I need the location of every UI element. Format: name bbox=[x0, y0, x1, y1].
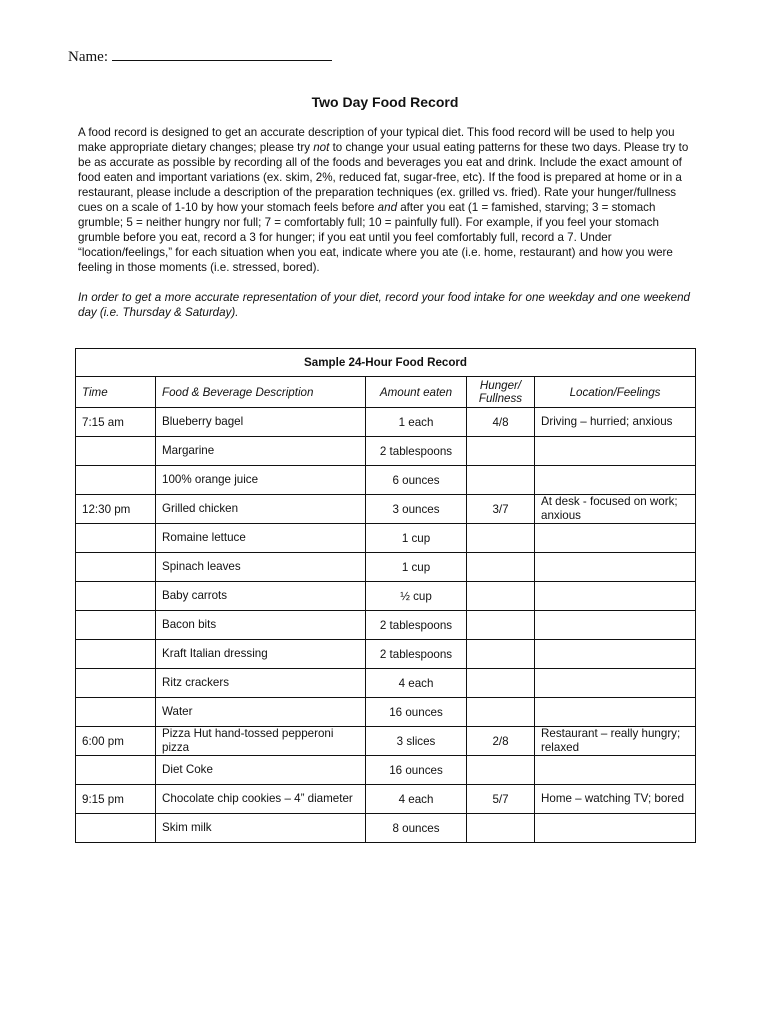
time-cell bbox=[76, 698, 156, 727]
location-feelings-cell bbox=[535, 582, 696, 611]
location-feelings-cell bbox=[535, 466, 696, 495]
amount-cell: 6 ounces bbox=[366, 466, 467, 495]
food-cell: 100% orange juice bbox=[156, 466, 366, 495]
food-cell: Margarine bbox=[156, 437, 366, 466]
hunger-fullness-cell: 5/7 bbox=[467, 785, 535, 814]
time-cell bbox=[76, 814, 156, 843]
time-cell bbox=[76, 466, 156, 495]
food-cell: Spinach leaves bbox=[156, 553, 366, 582]
food-cell: Pizza Hut hand-tossed pepperoni pizza bbox=[156, 727, 366, 756]
food-cell: Baby carrots bbox=[156, 582, 366, 611]
table-row bbox=[76, 698, 696, 727]
food-cell: Bacon bits bbox=[156, 611, 366, 640]
hunger-fullness-cell bbox=[467, 437, 535, 466]
food-record-table bbox=[75, 348, 696, 843]
amount-cell: 16 ounces bbox=[366, 698, 467, 727]
hunger-fullness-cell: 4/8 bbox=[467, 408, 535, 437]
table-row bbox=[76, 582, 696, 611]
time-cell bbox=[76, 524, 156, 553]
name-label: Name: bbox=[68, 49, 108, 65]
location-feelings-cell bbox=[535, 698, 696, 727]
hunger-fullness-cell bbox=[467, 524, 535, 553]
food-cell: Water bbox=[156, 698, 366, 727]
time-cell: 12:30 pm bbox=[76, 495, 156, 524]
amount-cell: 4 each bbox=[366, 669, 467, 698]
amount-cell: 1 cup bbox=[366, 524, 467, 553]
hunger-fullness-cell bbox=[467, 756, 535, 785]
amount-cell: 2 tablespoons bbox=[366, 437, 467, 466]
table-row bbox=[76, 640, 696, 669]
intro-emphasis-not: not bbox=[313, 141, 330, 154]
time-cell: 9:15 pm bbox=[76, 785, 156, 814]
col-header-location: Location/Feelings bbox=[535, 377, 696, 408]
location-feelings-cell bbox=[535, 669, 696, 698]
food-cell: Skim milk bbox=[156, 814, 366, 843]
location-feelings-cell: At desk - focused on work; anxious bbox=[535, 495, 696, 524]
time-cell bbox=[76, 756, 156, 785]
intro-text-2: to change your usual eating patterns for these two days. Please try to be as accurate as possible by recording all of the foods and beverages you eat and drink. Include the exact amount of food eaten and important variations (ex. skim, 2%, reduced fat, sugar-free, etc). If the food is prepared at home or in a restaurant, please include a description of the preparation techniques (ex. grilled vs. fried). Rate your hunger/fullness cues on a scale of 1-10 by how your stomach feels before bbox=[78, 141, 689, 214]
food-cell: Kraft Italian dressing bbox=[156, 640, 366, 669]
table-row bbox=[76, 408, 696, 437]
hunger-fullness-cell bbox=[467, 640, 535, 669]
amount-cell: 8 ounces bbox=[366, 814, 467, 843]
name-field[interactable] bbox=[68, 46, 332, 66]
time-cell: 6:00 pm bbox=[76, 727, 156, 756]
table-row bbox=[76, 466, 696, 495]
location-feelings-cell bbox=[535, 553, 696, 582]
food-cell: Chocolate chip cookies – 4” diameter bbox=[156, 785, 366, 814]
table-row bbox=[76, 611, 696, 640]
intro-text-1: A food record is designed to get an accurate description of your typical diet. This food record will be used to help you make appropriate dietary changes; please try bbox=[78, 126, 675, 154]
hunger-fullness-cell: 3/7 bbox=[467, 495, 535, 524]
table-row bbox=[76, 669, 696, 698]
instruction-paragraph: In order to get a more accurate representation of your diet, record your food intake for one weekday and one weekend day (i.e. Thursday & Saturday). bbox=[78, 291, 690, 319]
hunger-fullness-cell: 2/8 bbox=[467, 727, 535, 756]
amount-cell: 3 ounces bbox=[366, 495, 467, 524]
table-header-row bbox=[76, 377, 696, 408]
name-blank-line[interactable] bbox=[112, 46, 332, 61]
table-row bbox=[76, 727, 696, 756]
col-header-amount: Amount eaten bbox=[366, 377, 467, 408]
location-feelings-cell bbox=[535, 640, 696, 669]
location-feelings-cell bbox=[535, 756, 696, 785]
amount-cell: 16 ounces bbox=[366, 756, 467, 785]
table-row bbox=[76, 553, 696, 582]
page-title: Two Day Food Record bbox=[311, 94, 459, 110]
hunger-fullness-cell bbox=[467, 669, 535, 698]
amount-cell: 2 tablespoons bbox=[366, 640, 467, 669]
time-cell bbox=[76, 582, 156, 611]
location-feelings-cell bbox=[535, 814, 696, 843]
intro-paragraph bbox=[78, 125, 690, 275]
location-feelings-cell: Driving – hurried; anxious bbox=[535, 408, 696, 437]
intro-emphasis-and: and bbox=[377, 201, 398, 214]
location-feelings-cell bbox=[535, 611, 696, 640]
amount-cell: 1 each bbox=[366, 408, 467, 437]
amount-cell: 2 tablespoons bbox=[366, 611, 467, 640]
intro-text-3: after you eat (1 = famished, starving; 3 = stomach grumble; 5 = neither hungry nor full; 7 = comfortably full; 10 = painfully full). For example, if you feel your stomach grumble before you eat, record a 3 for hunger; if you eat until you feel comfortably full, record a 7. Under “location/feelings,” for each situation when you eat, indicate where you ate (i.e. home, restaurant) and how you were feeling in those moments (i.e. stressed, bored). bbox=[78, 201, 673, 274]
hunger-fullness-cell bbox=[467, 611, 535, 640]
table-row bbox=[76, 524, 696, 553]
hunger-fullness-cell bbox=[467, 466, 535, 495]
table-row bbox=[76, 814, 696, 843]
col-header-hunger: Hunger/ Fullness bbox=[467, 377, 535, 408]
col-header-time: Time bbox=[76, 377, 156, 408]
location-feelings-cell bbox=[535, 524, 696, 553]
hunger-fullness-cell bbox=[467, 698, 535, 727]
location-feelings-cell: Home – watching TV; bored bbox=[535, 785, 696, 814]
table-caption: Sample 24-Hour Food Record bbox=[76, 349, 696, 377]
time-cell bbox=[76, 640, 156, 669]
food-cell: Grilled chicken bbox=[156, 495, 366, 524]
time-cell: 7:15 am bbox=[76, 408, 156, 437]
food-cell: Blueberry bagel bbox=[156, 408, 366, 437]
time-cell bbox=[76, 669, 156, 698]
food-cell: Romaine lettuce bbox=[156, 524, 366, 553]
location-feelings-cell: Restaurant – really hungry; relaxed bbox=[535, 727, 696, 756]
table-row bbox=[76, 756, 696, 785]
amount-cell: 4 each bbox=[366, 785, 467, 814]
col-header-food: Food & Beverage Description bbox=[156, 377, 366, 408]
food-cell: Ritz crackers bbox=[156, 669, 366, 698]
time-cell bbox=[76, 437, 156, 466]
amount-cell: 3 slices bbox=[366, 727, 467, 756]
table-row bbox=[76, 495, 696, 524]
amount-cell: 1 cup bbox=[366, 553, 467, 582]
hunger-fullness-cell bbox=[467, 814, 535, 843]
time-cell bbox=[76, 553, 156, 582]
table-row bbox=[76, 785, 696, 814]
location-feelings-cell bbox=[535, 437, 696, 466]
time-cell bbox=[76, 611, 156, 640]
amount-cell: ½ cup bbox=[366, 582, 467, 611]
table-row bbox=[76, 437, 696, 466]
food-cell: Diet Coke bbox=[156, 756, 366, 785]
hunger-fullness-cell bbox=[467, 582, 535, 611]
hunger-fullness-cell bbox=[467, 553, 535, 582]
